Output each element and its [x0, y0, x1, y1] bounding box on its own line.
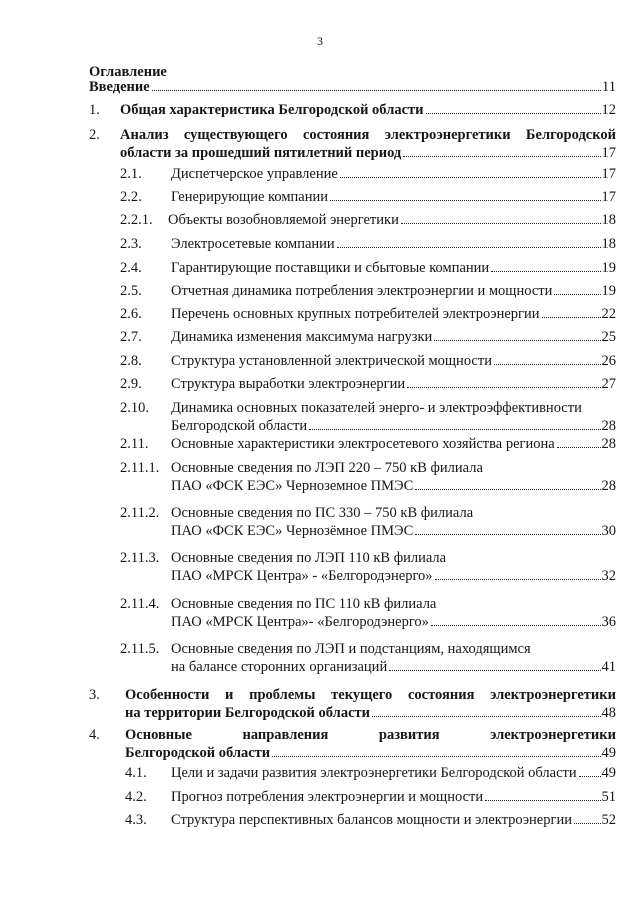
- toc-entry-2-7[interactable]: [120, 328, 616, 346]
- toc-entry-label: Гарантирующие поставщики и сбытовые компании: [171, 260, 490, 276]
- toc-entry-2-3[interactable]: [120, 235, 616, 253]
- toc-entry-introduction[interactable]: [89, 78, 616, 96]
- toc-entry-2-11-1[interactable]: [120, 459, 616, 495]
- toc-entry-number: 2.2.: [120, 189, 142, 205]
- toc-entry-page: 22: [601, 306, 616, 322]
- toc-entry-number: 4.2.: [125, 789, 147, 805]
- toc-entry-2-8[interactable]: [120, 352, 616, 370]
- toc-entry-number: 2.11.2.: [120, 505, 160, 521]
- toc-entry-page: 12: [601, 102, 616, 118]
- dot-leader: [407, 387, 600, 388]
- toc-entry-page: 17: [601, 145, 616, 161]
- toc-entry-number: 2.6.: [120, 306, 142, 322]
- toc-entry-number: 2.7.: [120, 329, 142, 345]
- toc-entry-page: 28: [601, 436, 616, 452]
- toc-entry-label-line1: Основные сведения по ЛЭП и подстанциям, находящимся: [171, 641, 531, 657]
- toc-word: электроэнергетики: [490, 727, 616, 743]
- toc-entry-page: 36: [601, 614, 616, 630]
- toc-entry-page: 19: [601, 283, 616, 299]
- dot-leader: [557, 447, 601, 448]
- toc-entry-page: 30: [601, 523, 616, 539]
- toc-entry-number: 1.: [89, 102, 100, 118]
- toc-entry-number: 4.1.: [125, 765, 147, 781]
- toc-entry-2[interactable]: [89, 126, 616, 162]
- toc-entry-page: 51: [601, 789, 616, 805]
- toc-entry-2-11-5[interactable]: [120, 640, 616, 676]
- toc-entry-4-2[interactable]: [125, 788, 616, 806]
- page-number: 3: [317, 34, 323, 48]
- toc-entry-2-2[interactable]: [120, 188, 616, 206]
- toc-entry-page: 25: [601, 329, 616, 345]
- dot-leader: [272, 756, 600, 757]
- dot-leader: [330, 200, 601, 201]
- toc-entry-label: на балансе сторонних организаций: [171, 659, 388, 675]
- toc-entry-label: ПАО «ФСК ЕЭС» Чернозёмное ПМЭС: [171, 523, 414, 539]
- toc-entry-page: 26: [601, 353, 616, 369]
- toc-entry-label: ПАО «МРСК Центра» - «Белгородэнерго»: [171, 568, 433, 584]
- toc-entry-page: 19: [601, 260, 616, 276]
- dot-leader: [434, 340, 600, 341]
- dot-leader: [389, 670, 600, 671]
- toc-entry-3[interactable]: [89, 686, 616, 722]
- dot-leader: [574, 823, 601, 824]
- dot-leader: [435, 579, 601, 580]
- toc-entry-label: Диспетчерское управление: [171, 166, 338, 182]
- toc-entry-number: 2.10.: [120, 400, 149, 416]
- toc-entry-2-5[interactable]: [120, 282, 616, 300]
- toc-entry-label: Генерирующие компании: [171, 189, 328, 205]
- toc-entry-label-line1: Основные сведения по ПС 110 кВ филиала: [171, 596, 437, 612]
- dot-leader: [554, 294, 600, 295]
- toc-entry-label-line1: Основные сведения по ЛЭП 220 – 750 кВ филиала: [171, 460, 483, 476]
- toc-entry-2-2-1[interactable]: [120, 211, 616, 229]
- toc-entry-number: 2.11.4.: [120, 596, 160, 612]
- toc-entry-page: 27: [601, 376, 616, 392]
- toc-entry-number: 4.3.: [125, 812, 147, 828]
- dot-leader: [415, 534, 600, 535]
- toc-entry-label: Белгородской области: [125, 745, 271, 761]
- dot-leader: [337, 247, 601, 248]
- toc-entry-label: Структура перспективных балансов мощности и электроэнергии: [171, 812, 572, 828]
- toc-entry-page: 28: [601, 478, 616, 494]
- toc-entry-label: области за прошедший пятилетний период: [120, 145, 402, 161]
- toc-entry-number: 2.11.5.: [120, 641, 160, 657]
- dot-leader: [415, 489, 600, 490]
- toc-entry-2-11[interactable]: [120, 435, 616, 453]
- toc-entry-label: Отчетная динамика потребления электроэнергии и мощности: [171, 283, 553, 299]
- toc-entry-label-line1: Основные сведения по ЛЭП 110 кВ филиала: [171, 550, 447, 566]
- toc-entry-number: 2.11.3.: [120, 550, 160, 566]
- toc-entry-page: 18: [601, 212, 616, 228]
- toc-entry-number: 2.: [89, 127, 100, 143]
- toc-entry-page: 52: [601, 812, 616, 828]
- toc-entry-page: 49: [601, 765, 616, 781]
- toc-entry-label: Структура установленной электрической мощности: [171, 353, 492, 369]
- toc-entry-2-1[interactable]: [120, 165, 616, 183]
- toc-entry-1[interactable]: [89, 101, 616, 119]
- toc-entry-label: Цели и задачи развития электроэнергетики Белгородской области: [171, 765, 577, 781]
- toc-entry-label: ПАО «ФСК ЕЭС» Черноземное ПМЭС: [171, 478, 414, 494]
- toc-word: направления: [242, 727, 329, 743]
- toc-entry-page: 41: [601, 659, 616, 675]
- toc-entry-label: Общая характеристика Белгородской области: [120, 102, 424, 118]
- toc-entry-label-line1: Особенности и проблемы текущего состояния электроэнергетики: [125, 687, 616, 703]
- dot-leader: [485, 800, 600, 801]
- toc-entry-label: Прогноз потребления электроэнергии и мощности: [171, 789, 484, 805]
- toc-entry-number: 2.1.: [120, 166, 142, 182]
- toc-entry-label: Перечень основных крупных потребителей электроэнергии: [171, 306, 540, 322]
- toc-entry-page: 17: [601, 166, 616, 182]
- toc-entry-label: на территории Белгородской области: [125, 705, 370, 721]
- toc-entry-2-4[interactable]: [120, 259, 616, 277]
- toc-entry-label-line1: Анализ существующего состояния электроэнергетики Белгородской: [120, 127, 616, 143]
- toc-title: Оглавление: [89, 64, 167, 80]
- dot-leader: [340, 177, 601, 178]
- dot-leader: [152, 90, 601, 91]
- toc-entry-page: 11: [602, 79, 616, 95]
- toc-entry-page: 28: [601, 418, 616, 434]
- dot-leader: [431, 625, 601, 626]
- toc-entry-number: 2.5.: [120, 283, 142, 299]
- toc-entry-page: 49: [601, 745, 616, 761]
- toc-entry-number: 2.9.: [120, 376, 142, 392]
- toc-entry-number: 4.: [89, 727, 100, 743]
- toc-entry-4-3[interactable]: [125, 811, 616, 829]
- dot-leader: [494, 364, 601, 365]
- dot-leader: [579, 776, 601, 777]
- dot-leader: [542, 317, 601, 318]
- toc-entry-number: 2.2.1.: [120, 212, 153, 228]
- toc-entry-label: Основные характеристики электросетевого хозяйства региона: [171, 436, 555, 452]
- toc-entry-4-1[interactable]: [125, 764, 616, 782]
- toc-entry-2-11-2[interactable]: [120, 504, 616, 540]
- toc-entry-label: ПАО «МРСК Центра»- «Белгородэнерго»: [171, 614, 429, 630]
- toc-entry-number: 2.11.: [120, 436, 149, 452]
- toc-entry-number: 2.11.1.: [120, 460, 160, 476]
- dot-leader: [309, 429, 600, 430]
- dot-leader: [491, 271, 600, 272]
- toc-entry-label-line1: [125, 726, 616, 744]
- toc-entry-number: 2.4.: [120, 260, 142, 276]
- toc-entry-label: Динамика изменения максимума нагрузки: [171, 329, 433, 345]
- toc-entry-page: 32: [601, 568, 616, 584]
- toc-entry-2-6[interactable]: [120, 305, 616, 323]
- toc-entry-label-line1: Основные сведения по ПС 330 – 750 кВ филиала: [171, 505, 474, 521]
- toc-entry-number: 2.3.: [120, 236, 142, 252]
- toc-entry-2-11-3[interactable]: [120, 549, 616, 585]
- toc-entry-label: Электросетевые компании: [171, 236, 335, 252]
- toc-entry-number: 3.: [89, 687, 100, 703]
- toc-word: развития: [378, 727, 440, 743]
- toc-entry-page: 48: [601, 705, 616, 721]
- toc-entry-label: Структура выработки электроэнергии: [171, 376, 406, 392]
- toc-entry-page: 17: [601, 189, 616, 205]
- dot-leader: [401, 223, 601, 224]
- toc-word: Основные: [125, 727, 192, 743]
- toc-entry-label-line1: Динамика основных показателей энерго- и электроэффективности: [171, 400, 582, 416]
- toc-entry-label: Белгородской области: [171, 418, 308, 434]
- toc-entry-label: Введение: [89, 79, 150, 95]
- toc-entry-4[interactable]: [89, 726, 616, 762]
- dot-leader: [403, 156, 600, 157]
- toc-entry-label: Объекты возобновляемой энергетики: [168, 212, 399, 228]
- toc-entry-page: 18: [601, 236, 616, 252]
- dot-leader: [426, 113, 601, 114]
- toc-entry-2-11-4[interactable]: [120, 595, 616, 631]
- dot-leader: [372, 716, 601, 717]
- toc-entry-2-10[interactable]: [120, 399, 616, 435]
- toc-entry-number: 2.8.: [120, 353, 142, 369]
- toc-entry-2-9[interactable]: [120, 375, 616, 393]
